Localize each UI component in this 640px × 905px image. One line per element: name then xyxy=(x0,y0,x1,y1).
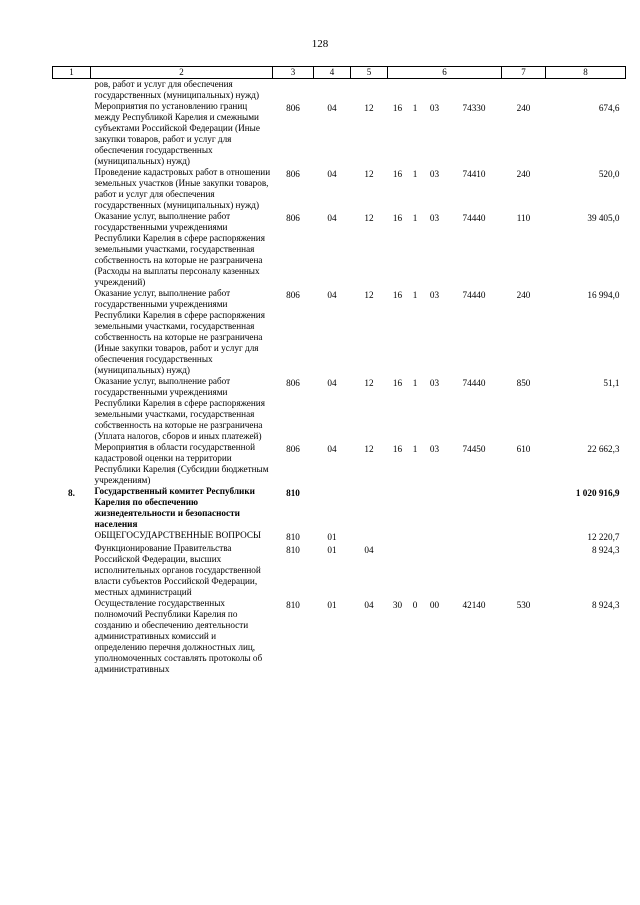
row-code-6c: 03 xyxy=(429,213,440,223)
header-col-1: 1 xyxy=(53,67,91,79)
row-code-5 xyxy=(351,79,388,102)
row-code-7 xyxy=(502,530,546,543)
row-code-3: 810 xyxy=(286,545,300,555)
header-col-2: 2 xyxy=(91,67,273,79)
row-index xyxy=(53,211,91,288)
row-code-5: 04 xyxy=(364,600,374,610)
row-code-6a: 30 xyxy=(392,600,403,610)
row-code-6b: 1 xyxy=(412,444,418,454)
row-name: Государственный комитет Республики Карелия по обеспечению жизнедеятельности и безопасности населения xyxy=(94,486,255,529)
row-code-3: 806 xyxy=(286,213,300,223)
row-code-3: 806 xyxy=(286,378,300,388)
row-code-4: 01 xyxy=(327,600,337,610)
table-row xyxy=(53,211,626,288)
row-code-3: 806 xyxy=(286,103,300,113)
page-number: 128 xyxy=(311,38,329,50)
row-code-4: 01 xyxy=(327,545,337,555)
row-code-4: 04 xyxy=(327,213,337,223)
row-code-7 xyxy=(502,486,546,530)
row-code-5: 12 xyxy=(364,378,374,388)
row-code-6d: 74440 xyxy=(462,213,486,223)
row-code-6c xyxy=(423,543,447,598)
row-index xyxy=(53,79,91,102)
row-code-6d xyxy=(447,79,502,102)
row-code-6a xyxy=(388,543,408,598)
row-code-4: 04 xyxy=(327,290,337,300)
row-code-3: 810 xyxy=(286,488,300,498)
row-code-6d: 42140 xyxy=(462,600,486,610)
row-index xyxy=(53,288,91,376)
row-amount: 51,1 xyxy=(603,378,620,388)
row-code-6c: 03 xyxy=(429,378,440,388)
row-code-7 xyxy=(502,79,546,102)
row-index xyxy=(53,598,91,675)
row-index xyxy=(53,442,91,486)
table-row xyxy=(53,543,626,598)
row-code-6a: 16 xyxy=(392,213,403,223)
table-row xyxy=(53,598,626,675)
row-code-7: 850 xyxy=(516,378,531,388)
row-code-6d: 74410 xyxy=(462,169,486,179)
row-code-4: 04 xyxy=(327,103,337,113)
row-code-5: 12 xyxy=(364,169,374,179)
row-code-6b: 1 xyxy=(412,290,418,300)
row-code-6a: 16 xyxy=(392,444,403,454)
table-row xyxy=(53,376,626,442)
row-code-5: 04 xyxy=(364,545,374,555)
row-code-6c: 03 xyxy=(429,103,440,113)
row-code-3: 810 xyxy=(286,532,300,542)
row-code-7: 240 xyxy=(516,169,531,179)
row-index xyxy=(53,543,91,598)
row-code-6c: 03 xyxy=(429,444,440,454)
row-code-4: 04 xyxy=(327,378,337,388)
row-code-6a: 16 xyxy=(392,103,403,113)
row-amount: 8 924,3 xyxy=(591,600,620,610)
row-code-6a xyxy=(388,530,408,543)
row-code-3 xyxy=(273,79,314,102)
row-code-4 xyxy=(314,79,351,102)
row-name: Функционирование Правительства Российской Федерации, высших исполнительных органов государственной власти субъектов Российской Федерации, местных администраций xyxy=(94,543,261,597)
row-code-6b: 1 xyxy=(412,169,418,179)
row-code-6c xyxy=(423,79,447,102)
row-code-6b: 0 xyxy=(412,600,418,610)
row-amount xyxy=(546,79,626,102)
row-amount: 12 220,7 xyxy=(587,532,620,542)
table-row xyxy=(53,288,626,376)
row-code-4: 01 xyxy=(327,532,337,542)
row-name: Оказание услуг, выполнение работ государственными учреждениями Республики Карелия в сфере распоряжения земельными участками, государственная собственность на которые не разграничена (Расходы на выплаты персоналу казенных учреждений) xyxy=(94,211,265,287)
row-name: Оказание услуг, выполнение работ государственными учреждениями Республики Карелия в сфере распоряжения земельными участками, государственная собственность на которые не разграничена (Иные закупки товаров, работ и услуг для обеспечения государственных (муниципальных) нужд) xyxy=(94,288,265,375)
row-name: Проведение кадастровых работ в отношении земельных участков (Иные закупки товаров, работ и услуг для обеспечения государственных (муниципальных) нужд) xyxy=(94,167,271,210)
row-code-3: 806 xyxy=(286,444,300,454)
row-code-6d: 74440 xyxy=(462,290,486,300)
row-code-6b: 1 xyxy=(412,103,418,113)
row-code-6c xyxy=(423,486,447,530)
row-code-6a: 16 xyxy=(392,378,403,388)
table-body xyxy=(53,79,626,676)
row-code-3: 806 xyxy=(286,290,300,300)
table-row xyxy=(53,442,626,486)
row-amount: 1 020 916,9 xyxy=(575,488,620,498)
row-code-4: 04 xyxy=(327,444,337,454)
row-amount: 520,0 xyxy=(598,169,620,179)
header-col-5: 5 xyxy=(351,67,388,79)
row-amount: 22 662,3 xyxy=(587,444,620,454)
row-code-5: 12 xyxy=(364,444,374,454)
row-code-6b xyxy=(408,543,423,598)
row-code-6c: 00 xyxy=(429,600,440,610)
row-code-6d: 74330 xyxy=(462,103,486,113)
row-code-6c: 03 xyxy=(429,169,440,179)
row-code-6d xyxy=(447,486,502,530)
row-name: Оказание услуг, выполнение работ государственными учреждениями Республики Карелия в сфере распоряжения земельными участками, государственная собственность на которые не разграничена (Уплата налогов, сборов и иных платежей) xyxy=(94,376,265,441)
header-col-4: 4 xyxy=(314,67,351,79)
table-row xyxy=(53,530,626,543)
header-col-6: 6 xyxy=(388,67,502,79)
row-code-6a: 16 xyxy=(392,169,403,179)
table-row xyxy=(53,101,626,167)
row-code-6b xyxy=(408,530,423,543)
row-name: Мероприятия по установлению границ между Республикой Карелия и смежными субъектами Российской Федерации (Иные закупки товаров, работ и услуг для обеспечения государственных (муниципальных) нужд) xyxy=(94,101,260,166)
row-code-4: 04 xyxy=(327,169,337,179)
row-code-3: 806 xyxy=(286,169,300,179)
row-code-7: 110 xyxy=(516,213,531,223)
row-code-6b: 1 xyxy=(412,213,418,223)
row-code-6c xyxy=(423,530,447,543)
row-code-5: 12 xyxy=(364,103,374,113)
row-amount: 16 994,0 xyxy=(587,290,620,300)
row-code-5: 12 xyxy=(364,290,374,300)
row-index xyxy=(53,101,91,167)
row-code-5: 12 xyxy=(364,213,374,223)
row-code-5 xyxy=(351,486,388,530)
row-code-6c: 03 xyxy=(429,290,440,300)
row-code-6b xyxy=(408,79,423,102)
row-code-6d xyxy=(447,543,502,598)
row-name: Мероприятия в области государственной кадастровой оценки на территории Республики Карелия (Субсидии бюджетным учреждениям) xyxy=(94,442,269,485)
row-code-6a: 16 xyxy=(392,290,403,300)
table-row xyxy=(53,486,626,530)
budget-table xyxy=(52,66,626,675)
row-code-7 xyxy=(502,543,546,598)
row-amount: 8 924,3 xyxy=(591,545,620,555)
row-code-6b: 1 xyxy=(412,378,418,388)
row-index xyxy=(53,376,91,442)
row-name: ОБЩЕГОСУДАРСТВЕННЫЕ ВОПРОСЫ xyxy=(94,530,262,540)
row-code-6b xyxy=(408,486,423,530)
row-name: Осуществление государственных полномочий Республики Карелия по созданию и обеспечению деятельности административных комиссий и определению перечня должностных лиц, уполномоченных составлять протоколы об административных xyxy=(94,598,263,674)
row-code-7: 530 xyxy=(516,600,531,610)
row-code-7: 240 xyxy=(516,103,531,113)
row-index xyxy=(53,167,91,211)
header-col-7: 7 xyxy=(502,67,546,79)
header-row xyxy=(53,67,626,79)
table-row xyxy=(53,167,626,211)
row-code-6a xyxy=(388,79,408,102)
row-code-5 xyxy=(351,530,388,543)
header-col-3: 3 xyxy=(273,67,314,79)
row-code-4 xyxy=(314,486,351,530)
row-index xyxy=(53,530,91,543)
row-index: 8. xyxy=(68,488,75,498)
row-code-7: 610 xyxy=(516,444,531,454)
row-amount: 674,6 xyxy=(598,103,620,113)
row-code-6d: 74440 xyxy=(462,378,486,388)
row-code-6a xyxy=(388,486,408,530)
row-amount: 39 405,0 xyxy=(587,213,620,223)
header-col-8: 8 xyxy=(546,67,626,79)
table-row xyxy=(53,79,626,102)
row-code-6d xyxy=(447,530,502,543)
row-code-7: 240 xyxy=(516,290,531,300)
row-code-6d: 74450 xyxy=(462,444,486,454)
row-code-3: 810 xyxy=(286,600,300,610)
row-name: ров, работ и услуг для обеспечения государственных (муниципальных) нужд) xyxy=(94,79,260,100)
